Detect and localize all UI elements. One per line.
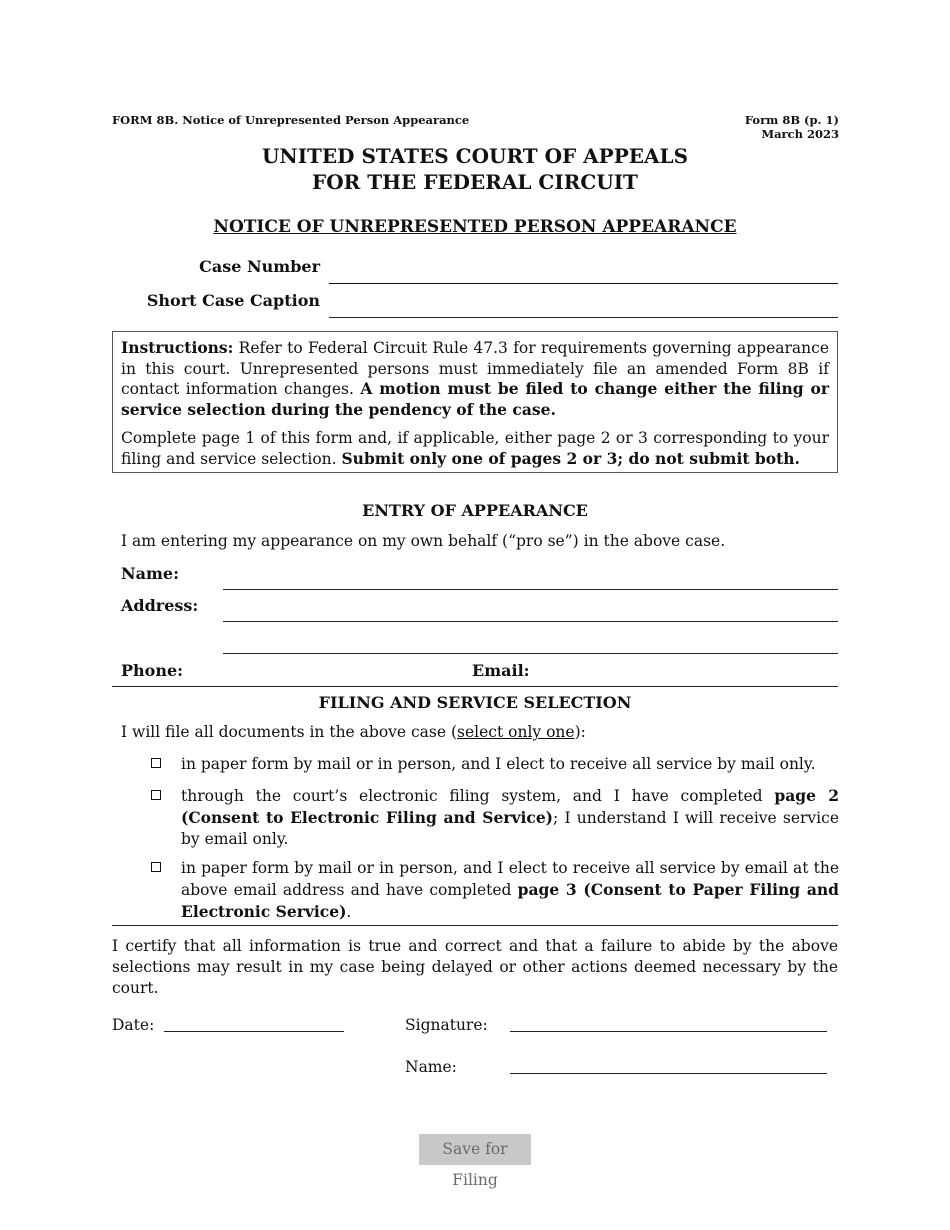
filing-intro-prefix: I will file all documents in the above case ( [121,723,458,741]
email-field[interactable] [535,660,835,684]
phone-label: Phone: [121,661,184,680]
case-number-field[interactable] [329,283,838,284]
notice-title: NOTICE OF UNREPRESENTED PERSON APPEARANCE [213,217,737,237]
instructions-bold-2: Submit only one of pages 2 or 3; do not submit both. [341,448,800,468]
instructions-text-2: Complete page 1 of this form and, if applicable, either page 2 or 3 corresponding to your filing and service selection. [121,429,829,468]
option-paper-email-text [181,858,839,923]
option-paper-mail-text: in paper form by mail or in person, and I elect to receive all service by mail only. [181,755,816,773]
option-paper-email-page-ref: page 3 (Consent to Paper Filing and Electronic Service) [181,880,839,921]
instructions-label: Instructions: [121,338,234,357]
name-field[interactable] [223,589,838,590]
signer-name-label: Name: [405,1058,457,1076]
option-electronic-text-main: through the court’s electronic filing system, and I have completed [181,787,775,805]
court-name-line1: UNITED STATES COURT OF APPEALS [261,144,689,168]
form-page-header [745,113,839,141]
date-label: Date: [112,1016,155,1034]
form-page-number: Form 8B (p. 1) [744,113,839,127]
section-divider-2 [112,925,838,926]
option-paper-email-text-main: in paper form by mail or in person, and I elect to receive all service by email at the above email address and have completed [181,859,839,899]
phone-field[interactable] [223,660,463,684]
option-electronic-text-tail: ; I understand I will receive service by email only. [181,809,839,848]
instructions-text-1: Refer to Federal Circuit Rule 47.3 for requirements governing appearance in this court. Unrepresented persons must immediately file an amended Form 8B if contact information changes. [121,339,829,398]
signature-label: Signature: [405,1016,488,1034]
court-name [0,143,950,195]
save-for-filing-button[interactable]: Save for Filing [419,1134,531,1165]
filing-intro-underline: select only one [457,723,575,741]
option-paper-email-checkbox[interactable] [151,862,161,872]
short-caption-field[interactable] [329,317,838,318]
instructions-paragraph-1 [121,338,829,420]
case-number-label: Case Number [199,257,320,276]
option-electronic-text [181,785,839,850]
option-electronic-checkbox[interactable] [151,790,161,800]
address-field-line-2[interactable] [223,653,838,654]
instructions-box [112,331,838,473]
form-name-header: FORM 8B. Notice of Unrepresented Person Appearance [112,113,470,127]
certification-text: I certify that all information is true and correct and that a failure to abide by the above selections may result in my case being delayed or other actions deemed necessary by the court. [112,937,838,997]
filing-intro-suffix: ): [574,723,586,741]
option-paper-email-text-tail: . [346,903,352,921]
filing-intro [121,723,586,741]
short-caption-label: Short Case Caption [146,291,320,310]
entry-of-appearance-title: ENTRY OF APPEARANCE [362,501,588,520]
name-label: Name: [121,564,180,583]
email-label: Email: [472,661,530,680]
form-revision-date: March 2023 [761,127,839,141]
instructions-bold-1: A motion must be filed to change either the filing or service selection during the pendency of the case. [121,379,829,419]
date-field[interactable] [164,1031,344,1032]
court-name-line2: FOR THE FEDERAL CIRCUIT [312,170,638,194]
address-field-line-1[interactable] [223,621,838,622]
section-divider-1 [112,686,838,687]
instructions-paragraph-2 [121,428,829,469]
option-paper-mail-checkbox[interactable] [151,758,161,768]
pro-se-statement: I am entering my appearance on my own behalf (“pro se”) in the above case. [121,532,726,550]
option-electronic-page-ref: page 2 (Consent to Electronic Filing and Service) [181,786,839,827]
address-label: Address: [121,596,199,615]
filing-service-title: FILING AND SERVICE SELECTION [318,693,632,712]
signature-field[interactable] [510,1031,827,1032]
signer-name-field[interactable] [510,1073,827,1074]
